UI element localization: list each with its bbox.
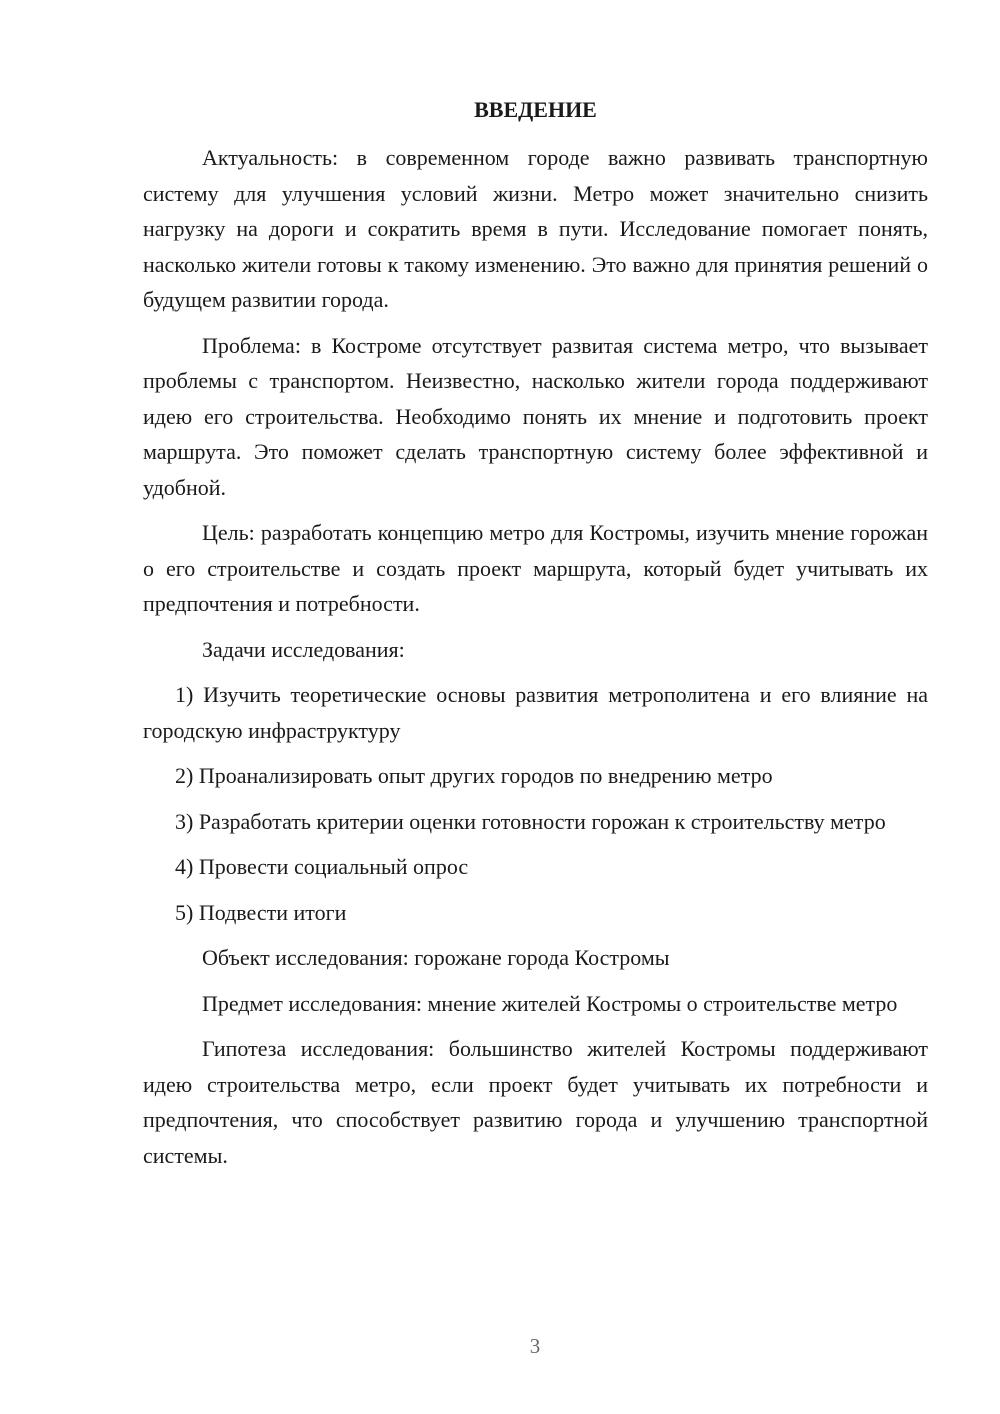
tasks-heading: Задачи исследования: xyxy=(202,636,405,662)
document-page xyxy=(143,92,928,1173)
paragraph-goal: Цель: разработать концепцию метро для Костромы, изучить мнение горожан о его строительстве и создать проект маршрута, который будет учитывать их предпочтения и потребности. xyxy=(143,520,928,616)
paragraph-object: Объект исследования: горожане города Костромы xyxy=(202,945,670,970)
section-title: ВВЕДЕНИЕ xyxy=(474,97,597,122)
task-item: 2) Проанализировать опыт других городов по внедрению метро xyxy=(175,763,773,788)
task-item: 3) Разработать критерии оценки готовности горожан к строительству метро xyxy=(175,808,886,834)
paragraph-hypothesis: Гипотеза исследования: большинство жителей Костромы поддерживают идею строительства метро, если проект будет учитывать их потребности и предпочтения, что способствует развитию города и улучшению транспортной системы. xyxy=(143,1036,928,1168)
task-item: 5) Подвести итоги xyxy=(175,899,347,925)
page-number: 3 xyxy=(529,1334,541,1358)
paragraph-subject: Предмет исследования: мнение жителей Костромы о строительстве метро xyxy=(202,990,898,1016)
task-item: 4) Провести социальный опрос xyxy=(175,854,469,879)
paragraph-problem: Проблема: в Костроме отсутствует развитая система метро, что вызывает проблемы с транспортом. Неизвестно, насколько жители города поддерживают идею его строительства. Необходимо понять их мнение и подготовить проект маршрута. Это поможет сделать транспортную систему более эффективной и удобной. xyxy=(143,332,928,500)
paragraph-relevance: Актуальность: в современном городе важно развивать транспортную систему для улучшения условий жизни. Метро может значительно снизить нагрузку на дороги и сократить время в пути. Исследование помогает понять, насколько жители готовы к такому изменению. Это важно для принятия решений о будущем развитии города. xyxy=(143,145,928,312)
task-item: 1) Изучить теоретические основы развития метрополитена и его влияние на городскую инфраструктуру xyxy=(143,682,928,743)
